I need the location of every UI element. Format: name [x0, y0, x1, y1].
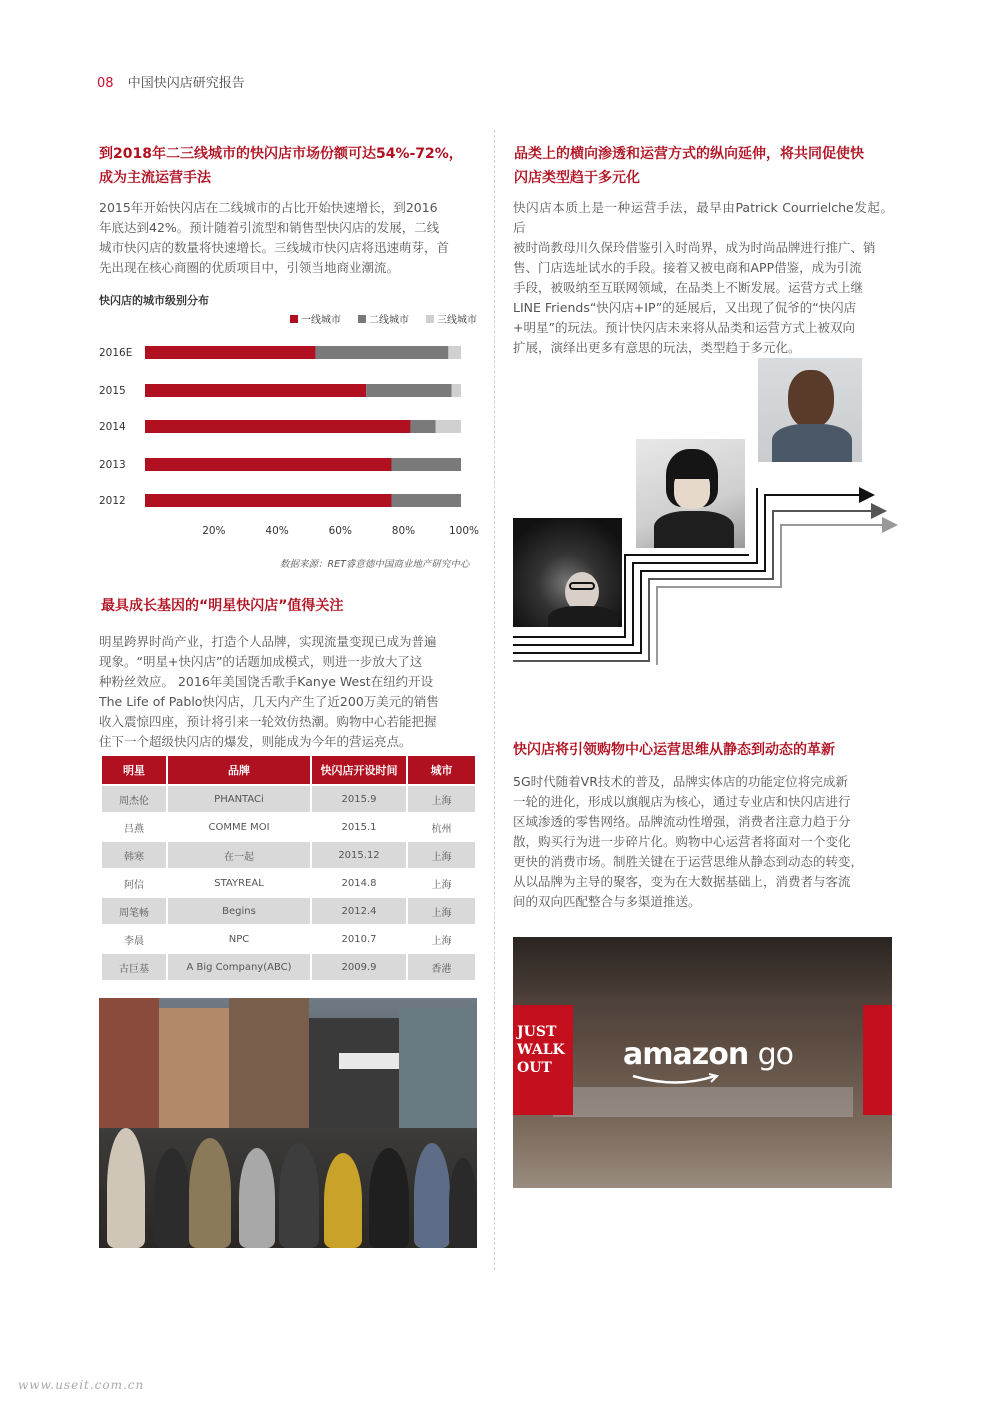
para-line: +明星”的玩法。预计快闪店未来将从品类和运营方式上被双向 — [513, 320, 855, 335]
sign-line: WALK — [517, 1042, 565, 1058]
col-header: 品牌 — [168, 756, 310, 784]
table-cell: 周杰伦 — [102, 786, 166, 812]
bar-segment — [366, 384, 451, 397]
section3-heading — [514, 142, 904, 190]
section3-heading-line2: 闪店类型趋于多元化 — [514, 170, 640, 186]
section4-heading: 快闪店将引领购物中心运营思维从静态到动态的革新 — [513, 742, 835, 758]
table-cell: 2010.7 — [312, 926, 406, 952]
amazon-go-logo — [623, 1037, 793, 1072]
para-line: 先出现在核心商圈的优质项目中，引领当地商业潮流。 — [99, 260, 400, 275]
para-line: 更快的消费市场。制胜关键在于运营思维从静态到动态的转变， — [513, 854, 864, 869]
table-cell: 吕燕 — [102, 814, 166, 840]
amazon-smile-icon — [631, 1073, 721, 1087]
table-cell: Begins — [168, 898, 310, 924]
bar-segment — [145, 494, 391, 507]
bar-segment — [391, 494, 461, 507]
para-line: 城市快闪店的数量将快速增长。三线城市快闪店将迅速萌芽，首 — [99, 240, 450, 255]
legend-swatch — [358, 315, 366, 323]
section3-heading-line1: 品类上的横向渗透和运营方式的纵向延伸，将共同促使快 — [514, 146, 864, 162]
table-cell: 2015.1 — [312, 814, 406, 840]
crowd-photo — [99, 998, 477, 1248]
category-label: 2016E — [99, 347, 133, 359]
section4-paragraph — [513, 772, 893, 912]
bar-segment — [145, 384, 366, 397]
para-line: The Life of Pablo快闪店，几天内产生了近200万美元的销售 — [99, 694, 439, 709]
table-row — [102, 954, 475, 980]
x-tick-label: 20% — [202, 525, 226, 537]
bar-segment — [145, 458, 391, 471]
step-arrows-graphic — [513, 485, 903, 665]
table-cell: 2015.12 — [312, 842, 406, 868]
para-line: 住下一个超级快闪店的爆发，则能成为今年的营运亮点。 — [99, 734, 412, 749]
table-row — [102, 870, 475, 896]
para-line: 种粉丝效应。 2016年美国饶舌歌手Kanye West在纽约开设 — [99, 674, 434, 689]
legend-swatch — [290, 315, 298, 323]
portrait-photo-3 — [758, 358, 862, 462]
x-tick-label: 80% — [391, 525, 416, 537]
legend-label: 一线城市 — [301, 315, 341, 326]
section2-heading: 最具成长基因的“明星快闪店”值得关注 — [101, 598, 344, 614]
bar-segment — [145, 346, 316, 359]
para-line: 2015年开始快闪店在二线城市的占比开始快速增长，到2016 — [99, 200, 438, 215]
para-line: 现象。“明星+快闪店”的话题加成模式，则进一步放大了这 — [99, 654, 423, 669]
table-row — [102, 842, 475, 868]
bar-segment — [391, 458, 461, 471]
logo-word: amazon — [623, 1037, 749, 1072]
table-row — [102, 898, 475, 924]
section1-heading-line2: 成为主流运营手法 — [99, 170, 211, 186]
stacked-bar-chart — [95, 308, 485, 548]
para-line: 扩展，演绎出更多有意思的玩法，类型趋于多元化。 — [513, 340, 801, 355]
section1-heading-line1: 到2018年二三线城市的快闪店市场份额可达54%-72%， — [99, 146, 463, 162]
table-row — [102, 786, 475, 812]
amazon-go-photo — [513, 937, 892, 1188]
table-cell: 上海 — [408, 870, 475, 896]
para-line: 区域渗透的零售网络。品牌流动性增强，消费者注意力趋于分 — [513, 814, 851, 829]
sign-line: OUT — [517, 1060, 552, 1076]
section3-paragraph — [513, 198, 893, 358]
sign-right — [863, 1005, 892, 1115]
table-cell: 2015.9 — [312, 786, 406, 812]
table-cell: 周笔畅 — [102, 898, 166, 924]
bar-segment — [145, 420, 410, 433]
category-label: 2014 — [99, 421, 126, 433]
legend-label: 二线城市 — [369, 315, 409, 326]
para-line: 收入震惊四座，预计将引来一轮效仿热潮。购物中心若能把握 — [99, 714, 437, 729]
table-cell: 在一起 — [168, 842, 310, 868]
para-line: 明星跨界时尚产业，打造个人品牌，实现流量变现已成为普遍 — [99, 634, 437, 649]
para-line: 从以品牌为主导的聚客，变为在大数据基础上，消费者与客流 — [513, 874, 851, 889]
table-cell: 上海 — [408, 786, 475, 812]
table-cell: NPC — [168, 926, 310, 952]
table-cell: STAYREAL — [168, 870, 310, 896]
col-header: 快闪店开设时间 — [312, 756, 406, 784]
table-cell: 2014.8 — [312, 870, 406, 896]
table-cell: 2012.4 — [312, 898, 406, 924]
table-cell: 2009.9 — [312, 954, 406, 980]
table-cell: 香港 — [408, 954, 475, 980]
table-cell: PHANTACi — [168, 786, 310, 812]
category-label: 2012 — [99, 495, 126, 507]
para-line: LINE Friends“快闪店+IP”的延展后，又出现了侃爷的“快闪店 — [513, 300, 857, 315]
bar-segment — [410, 420, 435, 433]
legend-swatch — [426, 315, 434, 323]
bar-segment — [436, 420, 461, 433]
watermark: www.useit.com.cn — [18, 1378, 145, 1392]
page-header — [97, 72, 245, 91]
celebrity-popup-table — [100, 754, 477, 982]
para-line: 售、门店选址试水的手段。接着又被电商和APP借鉴，成为引流 — [513, 260, 862, 275]
col-header: 明星 — [102, 756, 166, 784]
col-header: 城市 — [408, 756, 475, 784]
table-cell: 古巨基 — [102, 954, 166, 980]
table-cell: 杭州 — [408, 814, 475, 840]
table-header-row — [102, 756, 475, 784]
para-line: 5G时代随着VR技术的普及，品牌实体店的功能定位将完成新 — [513, 774, 848, 789]
table-cell: 上海 — [408, 842, 475, 868]
page-number: 08 — [97, 76, 114, 91]
bar-segment — [452, 384, 461, 397]
para-line: 间的双向匹配整合与多渠道推送。 — [513, 894, 701, 909]
section1-heading — [99, 142, 489, 190]
section1-paragraph — [99, 198, 477, 278]
bar-segment — [448, 346, 461, 359]
para-line: 散，购买行为进一步碎片化。购物中心运营者将面对一个变化 — [513, 834, 851, 849]
category-label: 2013 — [99, 459, 126, 471]
table-cell: 李晨 — [102, 926, 166, 952]
para-line: 被时尚教母川久保玲借鉴引入时尚界，成为时尚品牌进行推广、销 — [513, 240, 876, 255]
table-cell: 上海 — [408, 898, 475, 924]
x-tick-label: 40% — [265, 525, 289, 537]
bar-segment — [316, 346, 449, 359]
logo-go: go — [757, 1037, 794, 1072]
table-cell: 阿信 — [102, 870, 166, 896]
chart-source: 数据来源：RET睿意德中国商业地产研究中心 — [280, 559, 470, 570]
chart-title: 快闪店的城市级别分布 — [99, 294, 209, 307]
para-line: 快闪店本质上是一种运营手法，最早由Patrick Courrielche发起。后 — [513, 200, 893, 235]
table-cell: 上海 — [408, 926, 475, 952]
table-cell: A Big Company(ABC) — [168, 954, 310, 980]
x-tick-label: 60% — [328, 525, 352, 537]
category-label: 2015 — [99, 385, 126, 397]
just-walk-out-sign — [513, 1005, 573, 1115]
legend-label: 三线城市 — [437, 315, 477, 326]
table-cell: COMME MOI — [168, 814, 310, 840]
table-cell: 韩寒 — [102, 842, 166, 868]
table-row — [102, 814, 475, 840]
para-line: 年底达到42%。预计随着引流型和销售型快闪店的发展，二线 — [99, 220, 440, 235]
para-line: 一轮的进化，形成以旗舰店为核心，通过专业店和快闪店进行 — [513, 794, 851, 809]
para-line: 手段，被吸纳至互联网领域，在品类上不断发展。运营方式上继 — [513, 280, 864, 295]
table-row — [102, 926, 475, 952]
column-divider — [494, 130, 495, 1270]
sign-line: JUST — [517, 1024, 557, 1040]
report-title: 中国快闪店研究报告 — [127, 76, 245, 91]
x-tick-label: 100% — [449, 525, 480, 537]
section2-paragraph — [99, 632, 477, 752]
